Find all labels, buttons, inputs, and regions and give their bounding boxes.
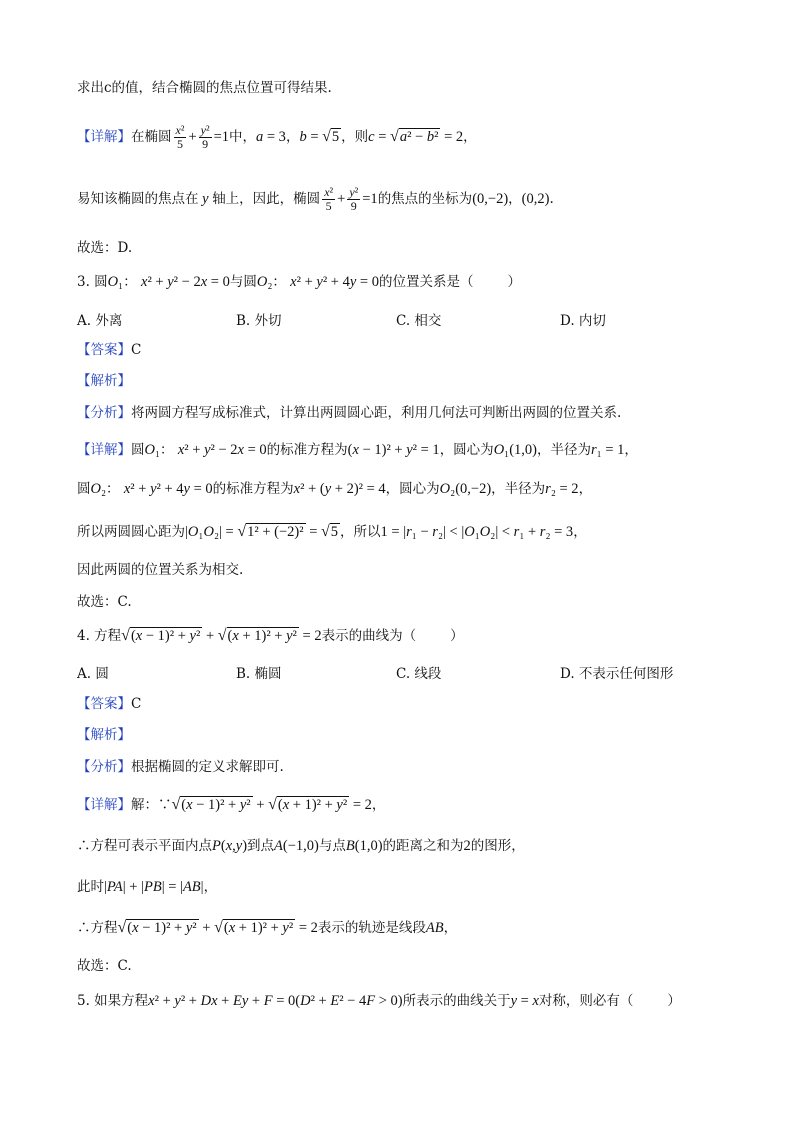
q3-option-a: A. 外离 xyxy=(77,313,123,329)
intro-line: 求出c的值，结合椭圆的焦点位置可得结果. xyxy=(77,80,332,96)
q4-detail-line1: 【详解】解：∵√(x − 1)² + y² + √(x + 1)² + y² = 2， xyxy=(77,796,386,813)
q3-detail-line1: 【详解】圆O₁： x² + y² − 2x = 0的标准方程为(x − 1)² + y² = 1，圆心为O₁(1,0)，半径为r₁ = 1， xyxy=(77,442,638,458)
q3-choose: 故选：C. xyxy=(77,594,132,610)
q4-detail-line2: ∴方程可表示平面内点P(x,y)到点A(−1,0)与点B(1,0)的距离之和为2的图形， xyxy=(77,838,525,854)
q2-detail-line: 【详解】在椭圆 $\frac{\text{x²}}{5}$ + $\frac{\text{y²}}{9}$ =1中，a = 3，b = √5 ，则c = √a² − b² = 2， xyxy=(77,123,477,151)
answer-tag: 【答案】 xyxy=(77,342,131,358)
q4-fenxi: 【分析】根据椭圆的定义求解即可. xyxy=(77,759,284,775)
q2-focus-line: 易知该椭圆的焦点在 y 轴上，因此，椭圆 $\frac{\text{x²}}{5}$ + $\frac{\text{y²}}{9}$ =1的焦点的坐标为(0,−2)，(0,2). xyxy=(77,185,554,213)
q4-option-c: C. 线段 xyxy=(396,666,442,682)
q3-detail-line2: 圆O₂： x² + y² + 4y = 0的标准方程为x² + (y + 2)² = 4，圆心为O₂(0,−2)，半径为r₂ = 2， xyxy=(77,481,593,497)
q3-detail-line4: 因此两圆的位置关系为相交. xyxy=(77,562,244,578)
q3-option-b: B. 外切 xyxy=(236,313,282,329)
q2-choose: 故选：D. xyxy=(77,240,133,256)
q3-analysis-tag: 【解析】 xyxy=(77,373,131,389)
q4-choose: 故选：C. xyxy=(77,958,132,974)
q4-detail-line4: ∴方程√(x − 1)² + y² + √(x + 1)² + y² = 2表示的轨迹是线段AB， xyxy=(77,919,458,936)
q4-analysis-tag: 【解析】 xyxy=(77,727,131,743)
q4-option-a: A. 圆 xyxy=(77,666,109,682)
q4-option-b: B. 椭圆 xyxy=(236,666,282,682)
q4-detail-line3: 此时|PA| + |PB| = |AB|， xyxy=(77,879,218,895)
q3-option-c: C. 相交 xyxy=(396,313,442,329)
q3-option-d: D. 内切 xyxy=(560,313,606,329)
q3-answer: 【答案】C xyxy=(77,342,142,358)
q3-stem: 3. 圆O₁： x² + y² − 2x = 0与圆O₂： x² + y² + 4y = 0的位置关系是（ ） xyxy=(77,274,521,290)
q4-answer: 【答案】C xyxy=(77,696,142,712)
q4-stem: 4. 方程√(x − 1)² + y² + √(x + 1)² + y² = 2表示的曲线为（ ） xyxy=(77,627,464,644)
q3-detail-line3: 所以两圆圆心距为|O₁O₂| = √1² + (−2)² = √5 ，所以1 = |r₁ − r₂| < |O₁O₂| < r₁ + r₂ = 3， xyxy=(77,523,587,540)
q4-option-d: D. 不表示任何图形 xyxy=(560,666,674,682)
detail-tag: 【详解】 xyxy=(77,128,131,145)
q3-fenxi: 【分析】将两圆方程写成标准式，计算出两圆圆心距，利用几何法可判断出两圆的位置关系. xyxy=(77,405,622,421)
q5-stem: 5. 如果方程x² + y² + Dx + Ey + F = 0(D² + E² − 4F > 0)所表示的曲线关于y = x对称，则必有（ ） xyxy=(77,993,681,1009)
